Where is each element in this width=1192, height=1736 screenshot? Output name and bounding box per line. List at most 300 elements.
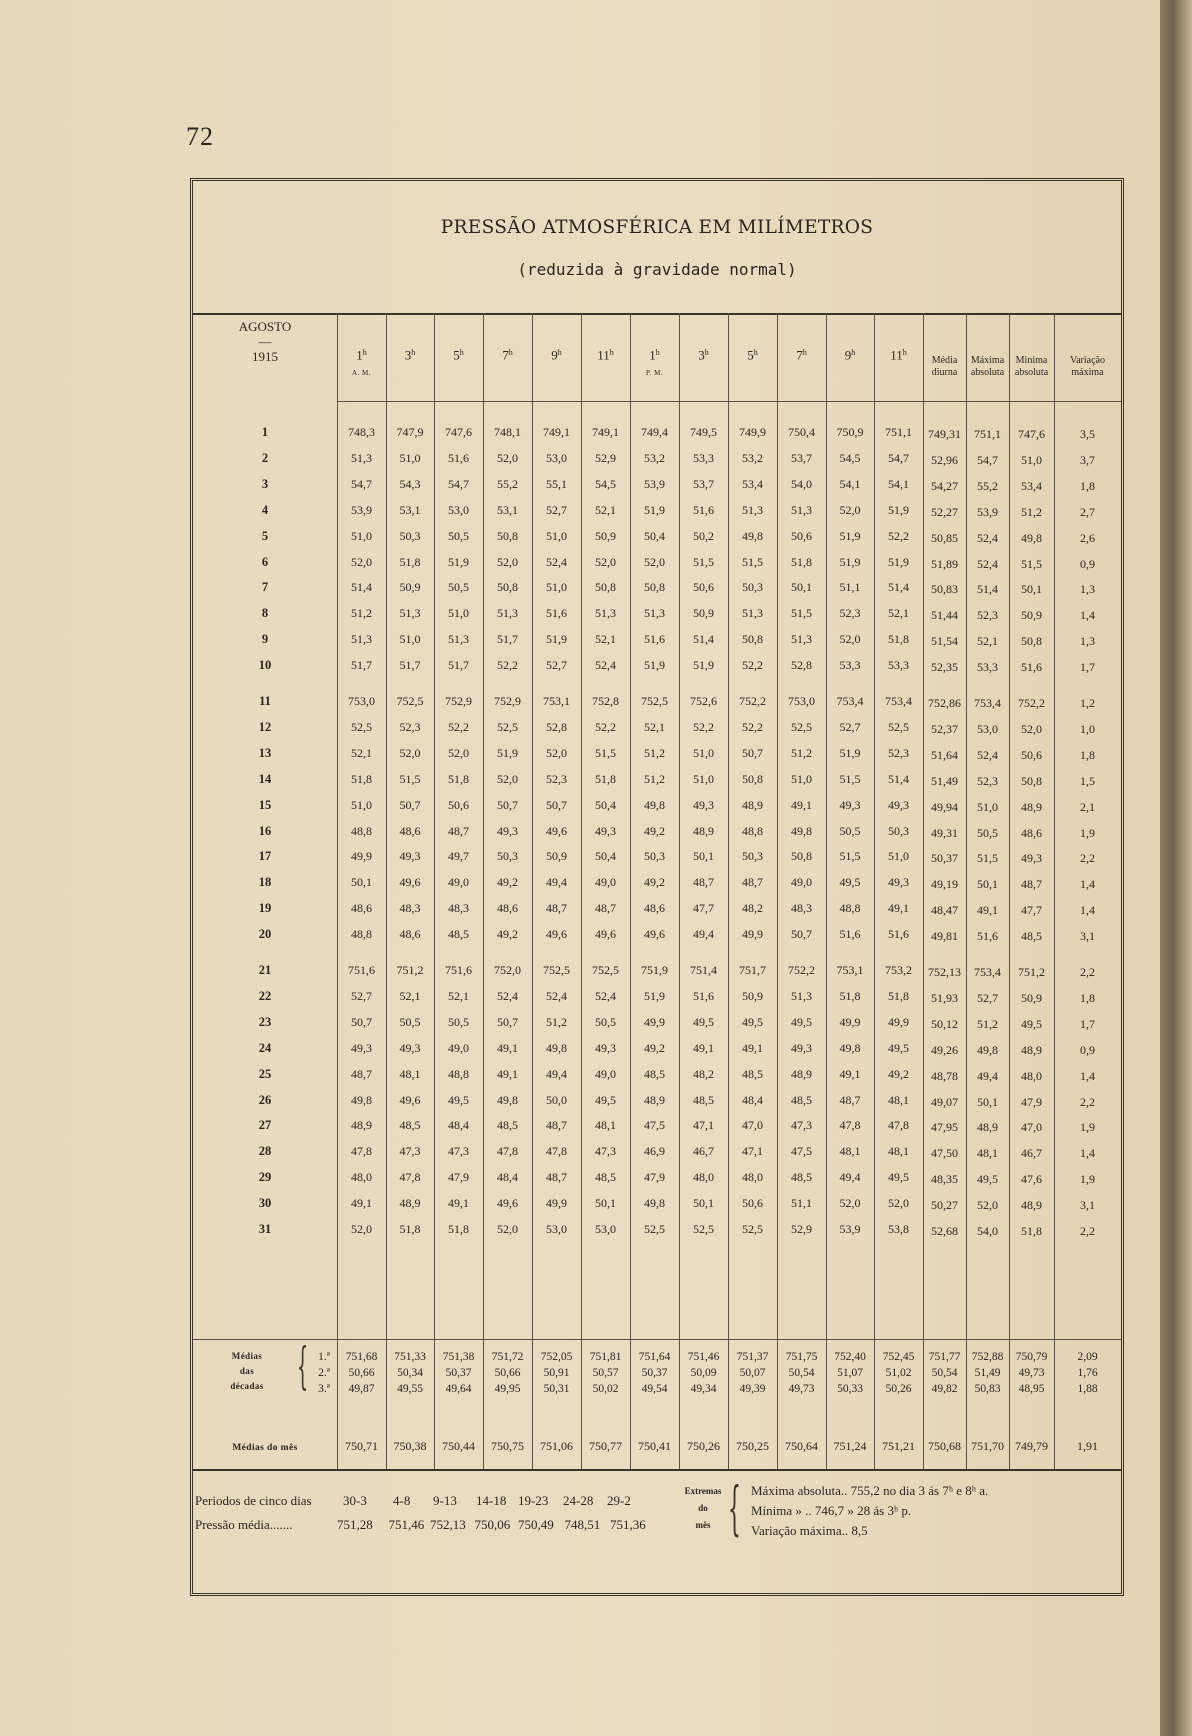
pressure-value: 751,46 <box>388 1517 425 1532</box>
table-cell: 48,1 <box>888 1093 909 1107</box>
table-cell: 1,3 <box>1080 634 1095 648</box>
table-cell: 51,2 <box>351 606 372 620</box>
table-cell: 51,3 <box>742 503 763 517</box>
table-cell: 749,4 <box>641 425 668 439</box>
table-cell: 48,2 <box>693 1067 714 1081</box>
table-cell: 52,1 <box>448 989 469 1003</box>
table-cell: 51,5 <box>839 849 861 863</box>
month-mean-cell: 750,77 <box>589 1439 622 1453</box>
stat-header <box>1054 355 1121 379</box>
table-cell: 753,4 <box>974 696 1001 710</box>
table-cell: 1,4 <box>1080 1146 1095 1160</box>
table-cell: 53,0 <box>546 1222 567 1236</box>
hour-value: 5 <box>747 347 754 363</box>
day-number: 12 <box>258 720 272 734</box>
stat-header <box>1009 355 1054 379</box>
table-cell: 48,78 <box>931 1069 958 1083</box>
table-cell: 51,8 <box>791 555 812 569</box>
table-cell: 48,9 <box>1021 800 1042 814</box>
table-cell: 54,1 <box>839 477 861 491</box>
table-cell: 0,9 <box>1080 1043 1095 1057</box>
table-cell: 47,0 <box>742 1118 763 1132</box>
table-cell: 51,4 <box>977 582 998 596</box>
table-cell: 51,54 <box>931 634 958 648</box>
table-cell: 49,8 <box>742 529 763 543</box>
decade-ordinal: 3.ª <box>318 1383 330 1395</box>
table-cell: 51,4 <box>888 772 909 786</box>
table-cell: 51,0 <box>546 529 567 543</box>
table-cell: 1,8 <box>1080 748 1095 762</box>
table-cell: 53,3 <box>977 660 998 674</box>
table-cell: 752,5 <box>396 694 424 708</box>
table-cell: 752,8 <box>592 694 619 708</box>
decade-cell: 751,33 <box>394 1351 426 1363</box>
hour-value: 1 <box>356 347 363 363</box>
period-value: 30-3 <box>343 1493 367 1508</box>
table-cell: 51,2 <box>1021 505 1042 519</box>
table-cell: 50,6 <box>448 798 469 812</box>
table-cell: 49,6 <box>399 875 421 889</box>
month-mean-cell: 1,91 <box>1077 1439 1098 1453</box>
table-cell: 52,3 <box>546 772 567 786</box>
table-cell: 51,3 <box>497 606 518 620</box>
table-cell: 49,2 <box>497 927 518 941</box>
decade-cell: 51,49 <box>974 1367 1001 1379</box>
table-cell: 47,1 <box>742 1144 763 1158</box>
hour-suffix: h <box>802 348 807 357</box>
table-cell: 51,9 <box>888 503 909 517</box>
table-cell: 51,3 <box>791 503 812 517</box>
decade-cell: 50,91 <box>543 1367 570 1379</box>
month-mean-cell: 750,41 <box>638 1439 671 1453</box>
pressure-value: 752,13 <box>430 1517 466 1532</box>
table-cell: 47,50 <box>931 1146 958 1160</box>
table-cell: 51,7 <box>399 658 421 672</box>
table-cell: 49,1 <box>497 1067 518 1081</box>
table-cell: 51,6 <box>977 929 998 943</box>
table-cell: 53,9 <box>351 503 372 517</box>
table-cell: 51,1 <box>791 1196 812 1210</box>
table-cell: 48,7 <box>448 824 469 838</box>
table-cell: 52,0 <box>839 503 861 517</box>
decade-cell: 50,57 <box>592 1367 619 1379</box>
table-cell: 48,7 <box>546 901 567 915</box>
hour-value: 3 <box>404 347 412 363</box>
hour-header <box>337 347 386 379</box>
table-cell: 48,6 <box>399 824 421 838</box>
decade-cell: 48,95 <box>1018 1383 1045 1395</box>
table-cell: 51,4 <box>351 580 372 594</box>
table-cell: 53,8 <box>888 1222 909 1236</box>
table-cell: 51,0 <box>546 580 567 594</box>
table-cell: 52,4 <box>497 989 518 1003</box>
table-cell: 51,5 <box>595 746 616 760</box>
decade-cell: 751,72 <box>491 1351 524 1363</box>
table-cell: 49,5 <box>977 1172 998 1186</box>
table-cell: 52,3 <box>977 774 998 788</box>
table-cell: 51,6 <box>448 451 469 465</box>
hour-header <box>434 347 483 363</box>
table-cell: 51,9 <box>644 503 665 517</box>
hour-value: 1 <box>649 347 656 363</box>
hour-header <box>386 347 434 363</box>
day-number: 10 <box>258 658 272 672</box>
table-cell: 52,0 <box>644 555 665 569</box>
table-cell: 49,6 <box>644 927 665 941</box>
period-value: 4-8 <box>393 1493 411 1508</box>
table-cell: 49,3 <box>888 875 909 889</box>
table-cell: 51,3 <box>448 632 469 646</box>
table-cell: 50,3 <box>399 529 421 543</box>
day-number: 15 <box>258 798 272 812</box>
stat-header-line1: Máxima <box>970 355 1005 366</box>
table-cell: 49,1 <box>977 903 998 917</box>
table-cell: 48,7 <box>742 875 763 889</box>
table-cell: 51,64 <box>931 748 958 762</box>
decade-cell: 750,79 <box>1015 1351 1048 1363</box>
decade-cell: 752,40 <box>834 1351 866 1363</box>
periods-label: Periodos de cinco dias <box>195 1493 312 1508</box>
decade-cell: 751,37 <box>736 1351 769 1363</box>
table-cell: 52,9 <box>595 451 616 465</box>
table-cell: 49,3 <box>595 824 616 838</box>
table-cell: 52,35 <box>931 660 958 674</box>
day-number: 18 <box>258 875 272 889</box>
table-cell: 752,5 <box>641 694 668 708</box>
table-cell: 49,5 <box>693 1015 714 1029</box>
table-cell: 749,5 <box>690 425 717 439</box>
am-label: A. M. <box>351 368 372 377</box>
table-cell: 55,2 <box>977 479 998 493</box>
hour-header <box>826 347 874 363</box>
table-cell: 751,9 <box>641 963 668 977</box>
day-number: 1 <box>261 425 269 439</box>
month-mean-cell: 751,70 <box>971 1439 1004 1453</box>
table-cell: 49,1 <box>351 1196 372 1210</box>
day-number: 19 <box>258 901 272 915</box>
table-cell: 48,5 <box>399 1118 421 1132</box>
table-cell: 52,9 <box>791 1222 812 1236</box>
table-cell: 51,0 <box>1021 453 1042 467</box>
table-cell: 51,2 <box>977 1017 998 1031</box>
table-cell: 749,31 <box>928 427 961 441</box>
month-label: AGOSTO <box>238 319 292 334</box>
table-cell: 53,1 <box>497 503 518 517</box>
hour-header <box>630 347 679 379</box>
table-cell: 47,95 <box>931 1120 958 1134</box>
table-cell: 51,0 <box>977 800 998 814</box>
table-cell: 53,2 <box>644 451 665 465</box>
table-cell: 49,1 <box>448 1196 469 1210</box>
header-divider <box>337 401 1121 402</box>
pressure-value: 750,06 <box>474 1517 511 1532</box>
decade-label-word: das <box>239 1366 255 1376</box>
table-cell: 50,8 <box>742 632 763 646</box>
table-cell: 50,7 <box>742 746 763 760</box>
table-cell: 51,8 <box>448 1222 469 1236</box>
decade-cell: 50,83 <box>974 1383 1001 1395</box>
table-cell: 50,6 <box>742 1196 763 1210</box>
table-cell: 51,89 <box>931 557 958 571</box>
table-cell: 3,7 <box>1080 453 1095 467</box>
table-cell: 53,4 <box>1021 479 1042 493</box>
table-cell: 49,9 <box>546 1196 567 1210</box>
table-cell: 50,37 <box>931 851 958 865</box>
table-cell: 55,2 <box>497 477 518 491</box>
table-cell: 50,7 <box>497 1015 518 1029</box>
table-cell: 54,0 <box>791 477 812 491</box>
pressure-value: 751,28 <box>337 1517 373 1532</box>
day-number: 4 <box>261 503 269 517</box>
period-value: 29-2 <box>607 1493 631 1508</box>
decade-cell: 751,64 <box>638 1351 671 1363</box>
table-cell: 46,9 <box>644 1144 665 1158</box>
table-cell: 51,8 <box>351 772 372 786</box>
table-cell: 48,4 <box>448 1118 469 1132</box>
table-cell: 49,31 <box>931 826 958 840</box>
decade-ordinal: 2.ª <box>318 1367 330 1379</box>
month-mean-cell: 750,44 <box>442 1439 475 1453</box>
table-cell: 1,4 <box>1080 903 1095 917</box>
table-cell: 52,7 <box>839 720 861 734</box>
table-cell: 751,7 <box>739 963 766 977</box>
table-cell: 53,0 <box>595 1222 616 1236</box>
table-cell: 49,5 <box>888 1041 909 1055</box>
table-cell: 51,0 <box>351 798 372 812</box>
table-cell: 51,9 <box>839 529 861 543</box>
decade-cell: 1,76 <box>1077 1367 1098 1379</box>
decade-cell: 49,34 <box>690 1383 717 1395</box>
table-cell: 50,4 <box>644 529 665 543</box>
table-cell: 51,5 <box>977 851 998 865</box>
table-cell: 52,0 <box>351 1222 372 1236</box>
table-cell: 50,8 <box>1021 774 1042 788</box>
table-cell: 52,2 <box>693 720 714 734</box>
table-cell: 48,1 <box>595 1118 616 1132</box>
hour-value: 11 <box>597 347 610 363</box>
table-cell: 51,5 <box>1021 557 1042 571</box>
table-cell: 52,4 <box>977 531 998 545</box>
table-cell: 46,7 <box>1021 1146 1042 1160</box>
table-cell: 47,3 <box>791 1118 812 1132</box>
table-cell: 49,6 <box>497 1196 518 1210</box>
table-cell: 49,19 <box>931 877 958 891</box>
table-cell: 51,9 <box>888 555 909 569</box>
day-number: 17 <box>258 849 272 863</box>
table-cell: 50,7 <box>351 1015 372 1029</box>
table-cell: 49,0 <box>448 875 469 889</box>
table-cell: 50,8 <box>742 772 763 786</box>
table-cell: 50,5 <box>448 529 469 543</box>
table-cell: 52,0 <box>546 746 567 760</box>
table-cell: 53,9 <box>977 505 998 519</box>
table-cell: 48,7 <box>693 875 714 889</box>
day-number: 24 <box>258 1041 272 1055</box>
table-cell: 50,0 <box>546 1093 567 1107</box>
table-cell: 49,5 <box>448 1093 469 1107</box>
table-cell: 52,37 <box>931 722 958 736</box>
month-dash: — <box>258 334 272 349</box>
table-cell: 47,9 <box>448 1170 469 1184</box>
table-cell: 49,6 <box>595 927 616 941</box>
table-cell: 51,2 <box>644 746 665 760</box>
table-cell: 52,5 <box>497 720 518 734</box>
table-cell: 53,4 <box>742 477 763 491</box>
table-cell: 49,4 <box>693 927 714 941</box>
table-cell: 49,4 <box>546 1067 567 1081</box>
decade-label-word: Médias <box>231 1351 263 1361</box>
table-cell: 50,1 <box>351 875 372 889</box>
table-cell: 49,8 <box>644 798 665 812</box>
table-cell: 51,3 <box>399 606 421 620</box>
day-number: 23 <box>258 1015 272 1029</box>
table-cell: 48,9 <box>644 1093 665 1107</box>
table-cell: 49,2 <box>644 875 665 889</box>
table-cell: 50,7 <box>497 798 518 812</box>
month-mean-cell: 750,68 <box>928 1439 961 1453</box>
table-cell: 49,5 <box>791 1015 812 1029</box>
table-cell: 48,6 <box>399 927 421 941</box>
table-cell: 50,1 <box>693 1196 714 1210</box>
table-cell: 51,8 <box>448 772 469 786</box>
pm-label: P. M. <box>645 368 664 377</box>
decade-cell: 51,02 <box>885 1367 912 1379</box>
decade-cell: 50,54 <box>788 1367 815 1379</box>
table-cell: 47,3 <box>399 1144 421 1158</box>
table-cell: 49,9 <box>839 1015 861 1029</box>
table-cell: 49,4 <box>546 875 567 889</box>
table-cell: 50,4 <box>595 849 616 863</box>
table-cell: 48,7 <box>351 1067 372 1081</box>
table-cell: 51,9 <box>839 746 861 760</box>
table-cell: 50,3 <box>644 849 665 863</box>
decade-cell: 49,54 <box>641 1383 668 1395</box>
table-cell: 48,0 <box>693 1170 714 1184</box>
table-cell: 49,2 <box>644 824 665 838</box>
table-cell: 51,8 <box>888 989 909 1003</box>
hour-suffix: h <box>609 348 614 357</box>
day-number: 29 <box>258 1170 272 1184</box>
table-cell: 48,9 <box>977 1120 998 1134</box>
table-cell: 49,1 <box>839 1067 861 1081</box>
table-cell: 51,5 <box>693 555 714 569</box>
table-cell: 52,1 <box>351 746 372 760</box>
decade-divider <box>193 1339 1121 1340</box>
table-cell: 50,83 <box>931 582 958 596</box>
table-cell: 49,8 <box>977 1043 998 1057</box>
table-cell: 51,3 <box>791 632 812 646</box>
table-cell: 752,2 <box>739 694 766 708</box>
table-cell: 52,3 <box>399 720 421 734</box>
decade-cell: 50,54 <box>931 1367 958 1379</box>
table-cell: 50,1 <box>977 1095 998 1109</box>
table-cell: 50,9 <box>546 849 567 863</box>
table-cell: 49,3 <box>693 798 714 812</box>
table-cell: 751,1 <box>974 427 1001 441</box>
stat-header-line2: absoluta <box>1014 367 1049 378</box>
table-cell: 49,8 <box>791 824 812 838</box>
table-cell: 49,94 <box>931 800 958 814</box>
table-cell: 54,5 <box>595 477 616 491</box>
table-cell: 52,0 <box>888 1196 909 1210</box>
table-cell: 51,9 <box>644 658 665 672</box>
table-cell: 51,3 <box>791 989 812 1003</box>
table-cell: 52,1 <box>399 989 421 1003</box>
table-cell: 49,3 <box>1021 851 1042 865</box>
month-mean-cell: 751,21 <box>882 1439 915 1453</box>
table-cell: 49,8 <box>644 1196 665 1210</box>
extreme-max: Máxima absoluta.. 755,2 no dia 3 ás 7ʰ e 8ʰ a. <box>751 1483 989 1498</box>
table-cell: 48,5 <box>644 1067 665 1081</box>
table-cell: 52,0 <box>497 555 518 569</box>
table-cell: 47,5 <box>644 1118 665 1132</box>
table-cell: 48,4 <box>497 1170 518 1184</box>
table-cell: 51,4 <box>693 632 714 646</box>
hour-header <box>874 347 923 363</box>
table-cell: 48,8 <box>448 1067 469 1081</box>
table-cell: 749,9 <box>739 425 766 439</box>
table-cell: 49,26 <box>931 1043 958 1057</box>
hour-header <box>532 347 581 363</box>
decade-cell: 50,26 <box>885 1383 912 1395</box>
table-cell: 49,5 <box>888 1170 909 1184</box>
table-cell: 51,9 <box>497 746 518 760</box>
table-cell: 1,7 <box>1080 660 1095 674</box>
month-mean-cell: 750,38 <box>393 1439 427 1453</box>
day-number: 22 <box>258 989 272 1003</box>
table-cell: 52,4 <box>977 557 998 571</box>
hour-suffix: h <box>411 348 416 357</box>
table-cell: 752,6 <box>690 694 717 708</box>
table-cell: 1,7 <box>1080 1017 1095 1031</box>
table-cell: 52,7 <box>977 991 998 1005</box>
table-cell: 49,9 <box>742 927 763 941</box>
table-cell: 751,1 <box>885 425 912 439</box>
hour-suffix: h <box>655 348 660 357</box>
table-cell: 51,3 <box>351 632 372 646</box>
decade-cell: 50,31 <box>543 1383 570 1395</box>
decade-cell: 50,34 <box>397 1367 423 1379</box>
day-number: 8 <box>261 606 269 620</box>
table-cell: 50,12 <box>931 1017 958 1031</box>
table-cell: 54,3 <box>399 477 421 491</box>
month-mean-cell: 750,75 <box>491 1439 524 1453</box>
table-cell: 51,0 <box>448 606 469 620</box>
table-cell: 48,9 <box>742 798 763 812</box>
table-cell: 49,3 <box>351 1041 372 1055</box>
table-cell: 49,1 <box>791 798 812 812</box>
decade-cell: 50,37 <box>641 1367 668 1379</box>
table-cell: 48,5 <box>595 1170 616 1184</box>
table-cell: 50,9 <box>595 529 616 543</box>
table-cell: 49,5 <box>1021 1017 1042 1031</box>
table-cell: 1,3 <box>1080 582 1095 596</box>
table-cell: 49,3 <box>839 798 861 812</box>
table-cell: 49,3 <box>888 798 909 812</box>
table-cell: 51,4 <box>888 580 909 594</box>
table-cell: 52,5 <box>351 720 372 734</box>
decade-cell: 49,82 <box>931 1383 958 1395</box>
table-cell: 49,5 <box>742 1015 763 1029</box>
page-number: 72 <box>186 122 214 151</box>
table-cell: 52,96 <box>931 453 958 467</box>
period-value: 14-18 <box>476 1493 507 1508</box>
table-cell: 51,5 <box>839 772 861 786</box>
table-cell: 52,1 <box>595 503 616 517</box>
table-cell: 48,7 <box>839 1093 861 1107</box>
table-cell: 50,9 <box>742 989 763 1003</box>
table-cell: 52,7 <box>546 503 567 517</box>
